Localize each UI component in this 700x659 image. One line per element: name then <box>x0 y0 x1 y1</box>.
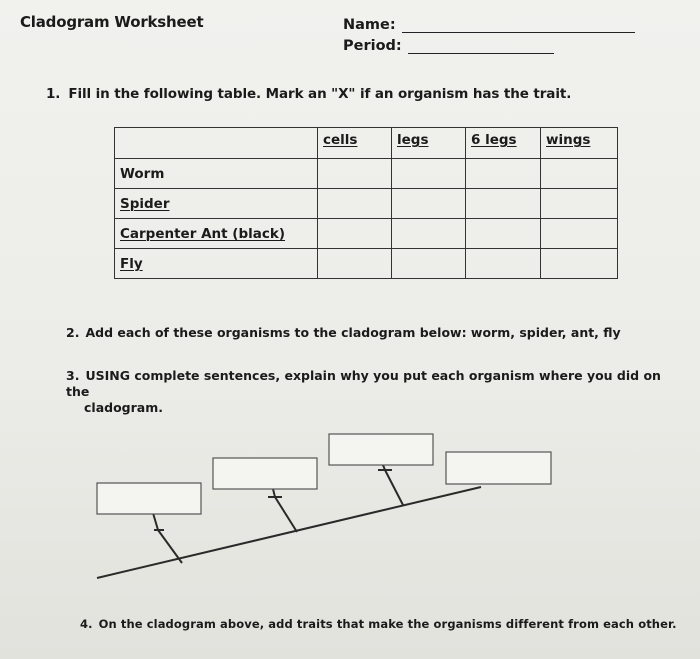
question-3-text-line-1: USING complete sentences, explain why you put each organism where you did on the <box>66 368 661 399</box>
question-3-number: 3. <box>66 368 80 383</box>
question-2-number: 2. <box>66 325 80 340</box>
cladogram-box-1[interactable] <box>97 483 201 514</box>
cladogram-box-3[interactable] <box>329 434 433 465</box>
question-4-text: On the cladogram above, add traits that make the organisms different from each other. <box>98 617 677 631</box>
cladogram-stem-1 <box>153 513 158 530</box>
cladogram-branch-2 <box>275 497 297 532</box>
cladogram-box-2[interactable] <box>213 458 317 489</box>
row-label-spider: Spider <box>120 195 170 212</box>
question-4-number: 4. <box>80 617 93 631</box>
row-label-fly: Fly <box>120 255 143 272</box>
cladogram-branch-3 <box>385 470 403 505</box>
column-header-six-legs: 6 legs <box>466 128 541 159</box>
column-header-cells: cells <box>318 128 392 159</box>
column-header-legs: legs <box>392 128 466 159</box>
cladogram-box-4[interactable] <box>446 452 551 484</box>
question-3-text-line-2: cladogram. <box>84 400 163 415</box>
name-label: Name: <box>343 17 396 33</box>
period-label: Period: <box>343 38 402 54</box>
cladogram-branch-1 <box>158 530 182 563</box>
worksheet-title: Cladogram Worksheet <box>20 13 204 31</box>
question-1-number: 1. <box>46 86 61 102</box>
row-label-worm: Worm <box>120 165 165 182</box>
column-header-wings: wings <box>541 128 618 159</box>
question-4 <box>80 617 677 631</box>
row-label-carpenter-ant: Carpenter Ant (black) <box>120 225 286 242</box>
cladogram-stem-2 <box>273 489 275 497</box>
question-1-text: Fill in the following table. Mark an "X" if an organism has the trait. <box>68 86 572 102</box>
question-2-text: Add each of these organisms to the cladogram below: worm, spider, ant, fly <box>85 325 621 340</box>
